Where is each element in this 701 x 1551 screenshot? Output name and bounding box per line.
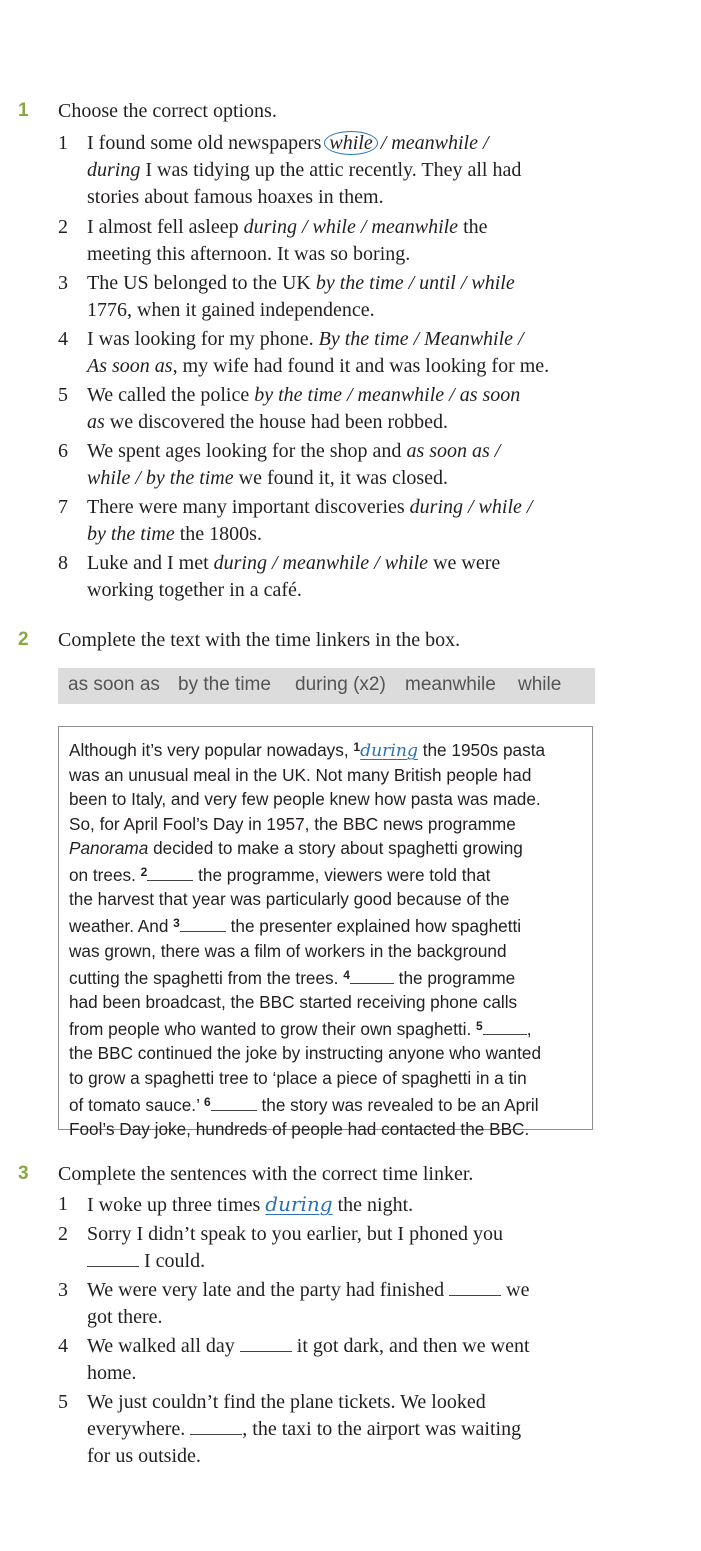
item-text: 1776, when it gained independence. bbox=[87, 299, 375, 321]
item-text: got there. bbox=[87, 1306, 163, 1328]
item-text: We walked all day bbox=[87, 1335, 240, 1357]
text-line: from people who wanted to grow their own spaghetti. bbox=[69, 1019, 477, 1040]
item-number: 7 bbox=[58, 496, 68, 518]
item-text: we were bbox=[428, 552, 501, 574]
item-number: 5 bbox=[58, 384, 68, 406]
gap-number: 3 bbox=[173, 916, 180, 931]
answer-gap[interactable] bbox=[483, 1019, 527, 1035]
item-text: I woke up three times bbox=[87, 1194, 266, 1216]
option-text: during bbox=[87, 159, 141, 181]
item-text: I found some old newspapers bbox=[87, 132, 327, 154]
option-text: by the time / meanwhile / as soon bbox=[254, 384, 521, 406]
option-text: as soon as / bbox=[406, 440, 501, 462]
text-line: decided to make a story about spaghetti growing bbox=[148, 837, 523, 858]
item-text: it got dark, and then we went bbox=[291, 1335, 530, 1357]
option-text: / meanwhile / bbox=[375, 132, 489, 154]
text-line: the harvest that year was particularly good because of the bbox=[69, 889, 510, 910]
gap-number: 2 bbox=[140, 865, 148, 880]
gap-number: 4 bbox=[343, 967, 350, 982]
answer-gap[interactable] bbox=[350, 968, 394, 984]
option-text: during / while / bbox=[409, 496, 533, 518]
exercise-instruction: Choose the correct options. bbox=[58, 100, 277, 122]
word-box bbox=[58, 668, 595, 704]
word-box-item: while bbox=[518, 674, 562, 695]
programme-title: Panorama bbox=[69, 837, 149, 858]
item-text: everywhere. bbox=[87, 1418, 191, 1440]
handwritten-answer: during bbox=[265, 1192, 333, 1216]
item-text: I was looking for my phone. bbox=[87, 328, 319, 350]
text-line: to grow a spaghetti tree to ‘place a piece of spaghetti in a tin bbox=[69, 1067, 527, 1088]
item-text: Luke and I met bbox=[87, 552, 214, 574]
text-line: So, for April Fool’s Day in 1957, the BBC news programme bbox=[69, 813, 516, 834]
item-text: the 1800s. bbox=[174, 523, 262, 545]
item-text: The US belonged to the UK bbox=[87, 272, 316, 294]
text-line: the programme bbox=[393, 967, 516, 988]
exercise-number: 3 bbox=[18, 1163, 29, 1184]
item-number: 4 bbox=[58, 1335, 68, 1357]
item-number: 4 bbox=[58, 328, 68, 350]
answer-gap[interactable] bbox=[211, 1095, 257, 1111]
item-text: I almost fell asleep bbox=[87, 216, 244, 238]
item-number: 1 bbox=[58, 132, 68, 154]
item-text: the night. bbox=[332, 1194, 414, 1216]
option-text: while / by the time bbox=[87, 467, 234, 489]
item-text: I could. bbox=[139, 1250, 206, 1272]
option-text: during / while / meanwhile bbox=[243, 216, 459, 238]
text-line: the 1950s pasta bbox=[417, 740, 546, 760]
text-line: was an unusual meal in the UK. Not many British people had bbox=[69, 765, 532, 786]
text-line: Although it’s very popular nowadays, bbox=[69, 740, 354, 760]
item-number: 3 bbox=[58, 1279, 68, 1301]
option-text: by the time / until / while bbox=[315, 272, 515, 294]
item-text: , my wife had found it and was looking for me. bbox=[172, 355, 550, 377]
item-number: 5 bbox=[58, 1391, 68, 1413]
item-text: We just couldn’t find the plane tickets. We looked bbox=[87, 1391, 486, 1413]
item-text: working together in a café. bbox=[87, 579, 302, 601]
gap-number: 6 bbox=[204, 1094, 211, 1109]
text-line: been to Italy, and very few people knew how pasta was made. bbox=[69, 789, 541, 810]
answer-gap[interactable] bbox=[180, 916, 226, 932]
item-number: 2 bbox=[58, 1223, 68, 1245]
gap-number: 1 bbox=[353, 740, 361, 754]
word-box-item: during (x2) bbox=[295, 674, 386, 695]
item-text: meeting this afternoon. It was so boring. bbox=[87, 243, 411, 265]
item-text: home. bbox=[87, 1362, 137, 1384]
item-text: stories about famous hoaxes in them. bbox=[87, 186, 384, 208]
item-text: I was tidying up the attic recently. They all had bbox=[140, 159, 522, 181]
item-text: , the taxi to the airport was waiting bbox=[242, 1418, 522, 1440]
word-box-item: meanwhile bbox=[405, 674, 496, 695]
item-number: 1 bbox=[58, 1193, 68, 1215]
option-text: as bbox=[87, 411, 105, 433]
option-text: by the time bbox=[87, 523, 175, 545]
gap-fill-text-box bbox=[58, 726, 593, 1140]
option-text: during / meanwhile / while bbox=[213, 552, 429, 574]
item-text: We called the police bbox=[87, 384, 255, 406]
text-line: the story was revealed to be an April bbox=[256, 1094, 539, 1115]
exercise-instruction: Complete the sentences with the correct time linker. bbox=[58, 1163, 474, 1185]
option-text: As soon as bbox=[87, 355, 173, 377]
answer-blank[interactable] bbox=[240, 1337, 292, 1352]
answer-blank[interactable] bbox=[190, 1420, 242, 1435]
text-line: had been broadcast, the BBC started receiving phone calls bbox=[69, 992, 518, 1013]
exercise-number: 2 bbox=[18, 629, 29, 650]
item-text: the bbox=[458, 216, 488, 238]
item-text: we found it, it was closed. bbox=[233, 467, 449, 489]
item-number: 6 bbox=[58, 440, 68, 462]
item-text: There were many important discoveries bbox=[87, 496, 410, 518]
text-line: , bbox=[526, 1019, 532, 1040]
text-line: cutting the spaghetti from the trees. bbox=[69, 967, 344, 988]
word-box-item: by the time bbox=[178, 674, 271, 695]
word-box-item: as soon as bbox=[68, 674, 160, 695]
answer-gap[interactable] bbox=[147, 865, 193, 881]
text-line: of tomato sauce.’ bbox=[69, 1094, 205, 1115]
item-text: for us outside. bbox=[87, 1445, 201, 1467]
item-text: We spent ages looking for the shop and bbox=[87, 440, 407, 462]
item-number: 2 bbox=[58, 216, 68, 238]
exercise-number: 1 bbox=[18, 100, 29, 121]
text-line: the presenter explained how spaghetti bbox=[225, 916, 522, 937]
item-text: We were very late and the party had finished bbox=[87, 1279, 450, 1301]
item-number: 8 bbox=[58, 552, 68, 574]
text-line: weather. And bbox=[69, 916, 174, 937]
text-line: Fool’s Day joke, hundreds of people had contacted the BBC. bbox=[69, 1119, 530, 1140]
text-line: the BBC continued the joke by instructing anyone who wanted bbox=[69, 1043, 542, 1064]
item-text: we discovered the house had been robbed. bbox=[104, 411, 449, 433]
answer-blank[interactable] bbox=[87, 1252, 139, 1267]
text-line: was grown, there was a film of workers in the background bbox=[69, 940, 507, 961]
item-text: we bbox=[501, 1279, 530, 1301]
gap-number: 5 bbox=[476, 1019, 483, 1034]
exercise-instruction: Complete the text with the time linkers in the box. bbox=[58, 629, 461, 651]
item-text: Sorry I didn’t speak to you earlier, but I phoned you bbox=[87, 1223, 503, 1245]
text-line: on trees. bbox=[69, 865, 141, 886]
circled-answer: while bbox=[324, 131, 377, 155]
answer-blank[interactable] bbox=[449, 1281, 501, 1296]
text-line: the programme, viewers were told that bbox=[193, 865, 491, 886]
handwritten-answer: during bbox=[360, 741, 418, 761]
item-number: 3 bbox=[58, 272, 68, 294]
option-text: By the time / Meanwhile / bbox=[318, 328, 524, 350]
